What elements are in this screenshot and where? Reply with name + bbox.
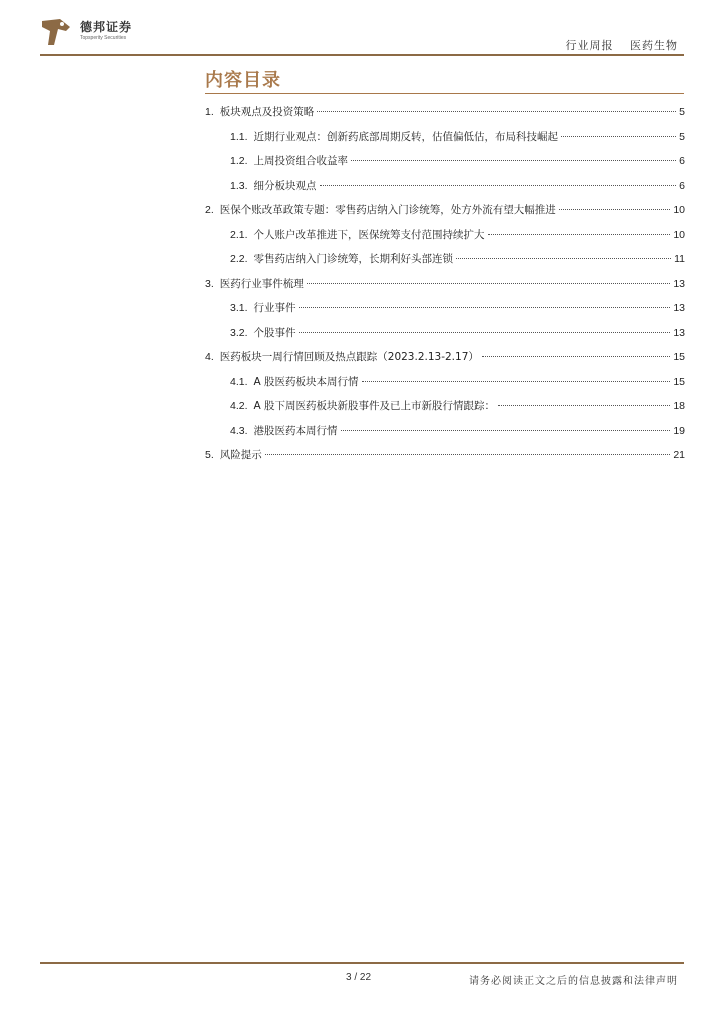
- toc-entry-label: 个人账户改革推进下，医保统筹支付范围持续扩大: [253, 228, 485, 241]
- toc-entry-page: 5: [679, 106, 685, 118]
- toc-entry-number: 4.1.: [230, 375, 248, 388]
- toc-entry[interactable]: [205, 300, 685, 325]
- toc-entry-number: 1.1.: [230, 130, 248, 143]
- toc-entry-number: 1.3.: [230, 179, 248, 192]
- toc-entry-number: 1.2.: [230, 155, 248, 167]
- toc-entry[interactable]: [205, 276, 685, 301]
- company-logo: [40, 15, 170, 55]
- toc-entry[interactable]: [205, 202, 685, 227]
- footer-disclaimer: 请务必阅读正文之后的信息披露和法律声明: [469, 976, 678, 987]
- toc-entry[interactable]: [205, 251, 685, 276]
- page-number: 3 / 22: [346, 972, 372, 983]
- toc-entry-number: 2.2.: [230, 253, 248, 265]
- company-name: 德邦证券: [80, 20, 133, 34]
- toc-leader-dots: [320, 185, 677, 186]
- toc-entry-number: 4.2.: [230, 400, 248, 412]
- toc-entry-label: 医保个账改革政策专题：零售药店纳入门诊统筹，处方外流有望大幅推进: [219, 204, 556, 216]
- toc-entry-label: A 股下周医药板块新股事件及已上市新股行情跟踪：: [253, 400, 496, 412]
- footer-rule: [40, 962, 684, 964]
- toc-title-rule: [205, 93, 684, 94]
- toc-entry-label: 行业事件: [253, 302, 296, 314]
- toc-entry-page: 15: [673, 351, 685, 363]
- toc-entry-page: 15: [673, 375, 685, 388]
- toc-entry-number: 4.3.: [230, 424, 248, 437]
- toc-leader-dots: [498, 405, 670, 406]
- toc-entry-page: 18: [673, 400, 685, 412]
- toc-entry-label: 近期行业观点：创新药底部周期反转，估值偏低估，布局科技崛起: [253, 130, 559, 143]
- toc-entry-number: 3.1.: [230, 302, 248, 314]
- toc-entry-page: 10: [673, 204, 685, 216]
- toc-entry-number: 2.: [205, 204, 214, 216]
- header-rule: [40, 54, 684, 56]
- toc-entry-number: 3.2.: [230, 326, 248, 339]
- toc-leader-dots: [299, 332, 671, 333]
- toc-leader-dots: [341, 430, 671, 431]
- toc-entry-page: 13: [673, 326, 685, 339]
- toc-entry-label: 上周投资组合收益率: [253, 155, 349, 167]
- toc-entry[interactable]: [205, 423, 685, 448]
- sector-label: 医药生物: [630, 39, 678, 52]
- toc-entry-page: 13: [673, 277, 685, 290]
- toc-entry-page: 13: [673, 302, 685, 314]
- toc-leader-dots: [362, 381, 671, 382]
- report-type: 行业周报: [565, 39, 614, 52]
- toc-entry-page: 5: [679, 130, 685, 143]
- toc-entry[interactable]: [205, 178, 685, 203]
- toc-entry-page: 6: [679, 155, 685, 167]
- toc-entry-page: 10: [673, 228, 685, 241]
- toc-entry[interactable]: [205, 398, 685, 423]
- toc-leader-dots: [488, 234, 671, 235]
- header-tags: [566, 37, 679, 53]
- toc-entry-label: 医药行业事件梳理: [219, 277, 304, 290]
- toc-entry-label: 港股医药本周行情: [253, 424, 338, 437]
- toc-title: 内容目录: [205, 70, 281, 91]
- toc-entry-number: 4.: [205, 351, 214, 363]
- toc-leader-dots: [307, 283, 671, 284]
- logo-mark-icon: [40, 15, 74, 49]
- toc-entry-label: A 股医药板块本周行情: [253, 375, 359, 388]
- toc-entry-number: 2.1.: [230, 228, 248, 241]
- toc-leader-dots: [351, 160, 676, 161]
- toc-entry-label: 细分板块观点: [253, 179, 317, 192]
- toc-leader-dots: [482, 356, 670, 357]
- toc-entry-page: 19: [673, 424, 685, 437]
- toc-entry-label: 医药板块一周行情回顾及热点跟踪（2023.2.13-2.17）: [219, 351, 479, 363]
- toc-entry-number: 3.: [205, 277, 214, 290]
- toc-leader-dots: [559, 209, 671, 210]
- toc-entry[interactable]: [205, 153, 685, 178]
- toc-leader-dots: [561, 136, 676, 137]
- toc-entry-number: 5.: [205, 449, 214, 461]
- table-of-contents: [205, 104, 685, 472]
- toc-entry-page: 6: [679, 179, 685, 192]
- toc-entry-page: 11: [674, 253, 685, 265]
- toc-entry[interactable]: [205, 129, 685, 154]
- toc-leader-dots: [317, 111, 676, 112]
- toc-entry[interactable]: [205, 104, 685, 129]
- toc-entry[interactable]: [205, 227, 685, 252]
- toc-leader-dots: [456, 258, 671, 259]
- toc-entry-label: 个股事件: [253, 326, 296, 339]
- toc-entry[interactable]: [205, 447, 685, 472]
- toc-entry-label: 板块观点及投资策略: [219, 106, 315, 118]
- toc-entry[interactable]: [205, 325, 685, 350]
- toc-entry-label: 零售药店纳入门诊统筹，长期利好头部连锁: [253, 253, 454, 265]
- toc-entry-label: 风险提示: [219, 449, 262, 461]
- toc-entry[interactable]: [205, 374, 685, 399]
- toc-entry-page: 21: [673, 449, 685, 461]
- toc-leader-dots: [265, 454, 671, 455]
- toc-entry[interactable]: [205, 349, 685, 374]
- toc-entry-number: 1.: [205, 106, 214, 118]
- company-name-en: Topsperity Securities: [80, 35, 127, 41]
- toc-leader-dots: [299, 307, 671, 308]
